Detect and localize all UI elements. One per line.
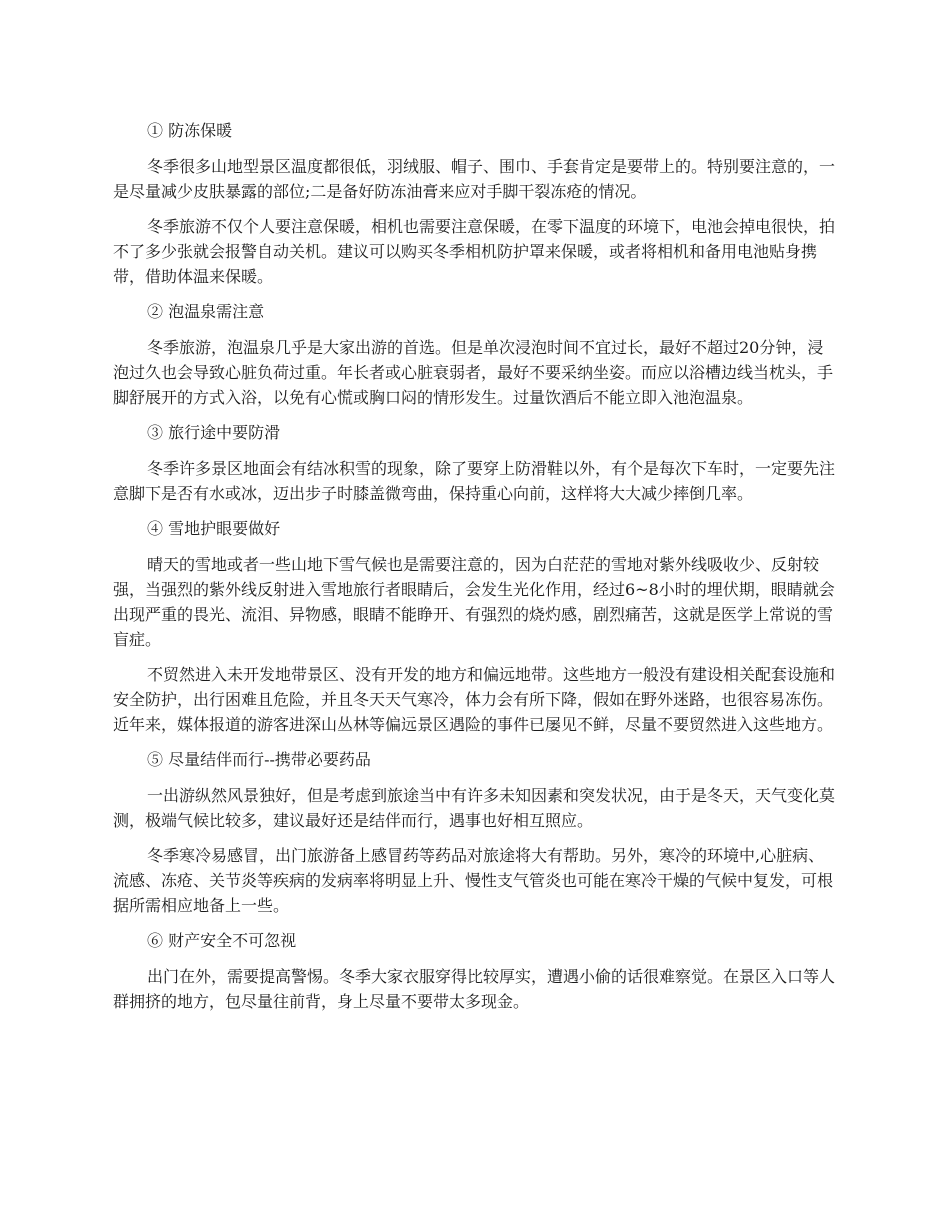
section-hot-spring — [113, 299, 839, 410]
section-heading: ① 防冻保暖 — [147, 121, 233, 140]
paragraph: 冬季旅游，泡温泉几乎是大家出游的首选。但是单次浸泡时间不宜过长，最好不超过20分钟，浸泡过久也会导致心脏负荷过重。年长者或心脏衰弱者，最好不要采纳坐姿。而应以浴槽边线当枕头，手脚舒展开的方式入浴，以免有心慌或胸口闷的情形发生。过量饮酒后不能立即入池泡温泉。 — [113, 338, 834, 407]
paragraph: 冬季很多山地型景区温度都很低，羽绒服、帽子、围巾、手套肯定是要带上的。特别要注意的，一是尽量减少皮肤暴露的部位;二是备好防冻油膏来应对手脚干裂冻疮的情况。 — [113, 157, 836, 201]
section-eye-protection — [113, 516, 839, 737]
section-heading: ② 泡温泉需注意 — [147, 302, 265, 321]
paragraph: 冬季许多景区地面会有结冰积雪的现象，除了要穿上防滑鞋以外，有个是每次下车时，一定要先注意脚下是否有水或冰，迈出步子时膝盖微弯曲，保持重心向前，这样将大大减少摔倒几率。 — [113, 459, 836, 503]
paragraph: 一出游纵然风景独好，但是考虑到旅途当中有许多未知因素和突发状况，由于是冬天，天气变化莫测，极端气候比较多，建议最好还是结伴而行，遇事也好相互照应。 — [113, 786, 836, 830]
section-heading: ⑥ 财产安全不可忽视 — [147, 931, 297, 950]
section-anti-slip — [113, 420, 839, 506]
section-travel-together — [113, 747, 839, 918]
paragraph: 不贸然进入未开发地带景区、没有开发的地方和偏远地带。这些地方一般没有建设相关配套设施和安全防护，出行困难且危险，并且冬天天气寒冷，体力会有所下降，假如在野外迷路，也很容易冻伤。近年来，媒体报道的游客进深山丛林等偏远景区遇险的事件已屡见不鲜，尽量不要贸然进入这些地方。 — [113, 665, 836, 734]
document-body — [113, 118, 839, 1024]
paragraph: 出门在外，需要提高警惕。冬季大家衣服穿得比较厚实，遭遇小偷的话很难察觉。在景区入口等人群拥挤的地方，包尽量往前背，身上尽量不要带太多现金。 — [113, 967, 836, 1011]
section-heading: ⑤ 尽量结伴而行--携带必要药品 — [147, 750, 371, 769]
paragraph: 晴天的雪地或者一些山地下雪气候也是需要注意的，因为白茫茫的雪地对紫外线吸收少、反射较强，当强烈的紫外线反射进入雪地旅行者眼睛后，会发生光化作用，经过6~8小时的埋伏期，眼睛就会出现严重的畏光、流泪、异物感，眼睛不能睁开、有强烈的烧灼感，剧烈痛苦，这就是医学上常说的雪盲症。 — [113, 555, 835, 649]
section-property-safety — [113, 928, 839, 1014]
paragraph: 冬季旅游不仅个人要注意保暖，相机也需要注意保暖，在零下温度的环境下，电池会掉电很快，拍不了多少张就会报警自动关机。建议可以购买冬季相机防护罩来保暖，或者将相机和备用电池贴身携带，借助体温来保暖。 — [113, 217, 836, 286]
paragraph: 冬季寒冷易感冒，出门旅游备上感冒药等药品对旅途将大有帮助。另外，寒冷的环境中,心脏病、流感、冻疮、关节炎等疾病的发病率将明显上升、慢性支气管炎也可能在寒冷干燥的气候中复发，可根据所需相应地备上一些。 — [113, 846, 834, 915]
section-heading: ④ 雪地护眼要做好 — [147, 519, 281, 538]
section-heading: ③ 旅行途中要防滑 — [147, 423, 281, 442]
section-antifreeze — [113, 118, 839, 289]
